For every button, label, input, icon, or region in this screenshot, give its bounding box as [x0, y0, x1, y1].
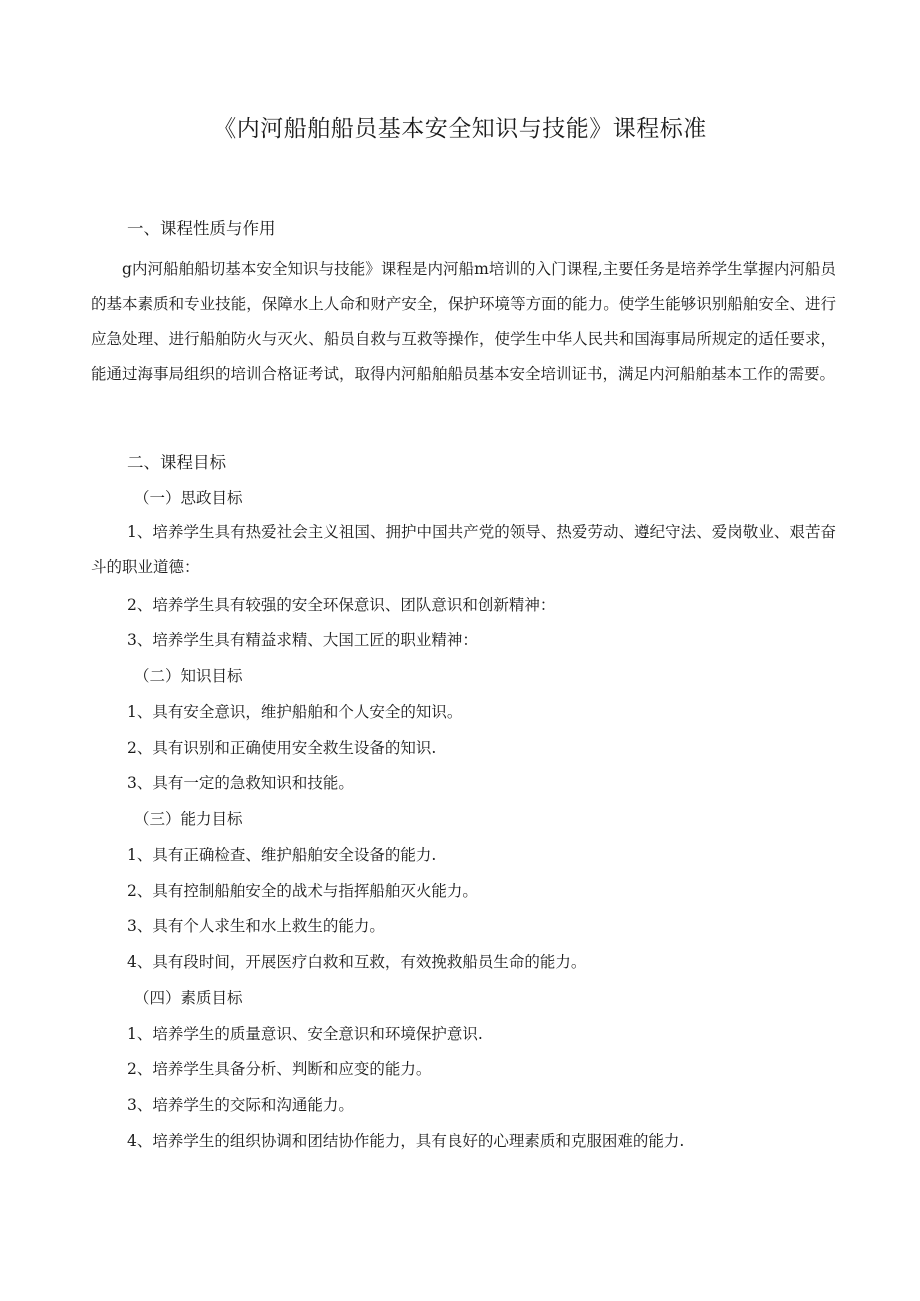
subheading-ideology-goals: （一）思政目标 [134, 489, 243, 507]
ability-goal-item: 4、具有段时间，开展医疗白救和互救，有效挽救船员生命的能力。 [127, 953, 587, 971]
knowledge-goal-item: 3、具有一定的急救知识和技能。 [127, 774, 354, 792]
quality-goal-item: 1、培养学生的质量意识、安全意识和环境保护意识. [127, 1025, 483, 1043]
quality-goal-item: 4、培养学生的组织协调和团结协作能力，具有良好的心理素质和克服困难的能力. [127, 1132, 685, 1150]
quality-goal-item: 3、培养学生的交际和沟通能力。 [127, 1096, 354, 1114]
quality-goal-item: 2、培养学生具备分析、判断和应变的能力。 [127, 1060, 432, 1078]
subheading-ability-goals: （三）能力目标 [134, 810, 243, 828]
ability-goal-item: 3、具有个人求生和水上救生的能力。 [127, 917, 385, 935]
subheading-knowledge-goals: （二）知识目标 [134, 667, 243, 685]
ideology-goal-item: 3、培养学生具有精益求精、大国工匠的职业精神： [127, 631, 478, 649]
course-nature-paragraph: g内河船舶船切基本安全知识与技能》课程是内河船m培训的入门课程,主要任务是培养学生掌握内河船员的基本素质和专业技能，保障水上人命和财产安全，保护环境等方面的能力。使学生能够识别船舶安全、进行应急处理、进行船舶防火与灭火、船员自救与互救等操作，使学生中华人民共和国海事局所规定的适任要求，能通过海事局组织的培训合格证考试，取得内河船舶船员基本安全培训证书，满足内河船舶基本工作的需要。 [91, 260, 836, 383]
ideology-goal-item: 2、培养学生具有较强的安全环保意识、团队意识和创新精神： [127, 596, 556, 614]
ability-goal-item: 1、具有正确检查、维护船舶安全设备的能力. [127, 846, 437, 864]
knowledge-goal-item: 1、具有安全意识，维护船舶和个人安全的知识。 [127, 703, 463, 721]
knowledge-goal-item: 2、具有识别和正确使用安全救生设备的知识. [127, 739, 437, 757]
section-heading-course-goals: 二、课程目标 [127, 453, 226, 472]
subheading-quality-goals: （四）素质目标 [134, 989, 243, 1007]
ability-goal-item: 2、具有控制船舶安全的战术与指挥船舶灭火能力。 [127, 882, 478, 900]
ideology-goal-item: 1、培养学生具有热爱社会主义祖国、拥护中国共产党的领导、热爱劳动、遵纪守法、爱岗敬业、艰苦奋斗的职业道德： [91, 523, 836, 576]
section-heading-course-nature: 一、课程性质与作用 [127, 219, 276, 238]
document-title: 《内河船舶船员基本安全知识与技能》课程标准 [213, 116, 707, 142]
